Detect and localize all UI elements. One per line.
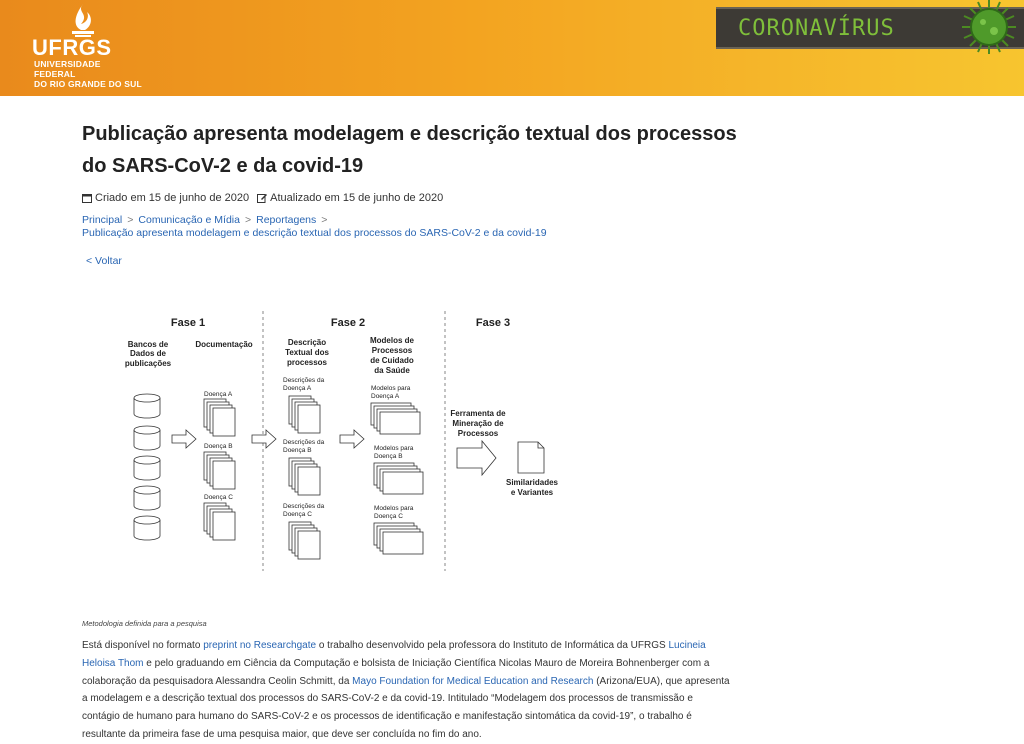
doenca-b-label: Doença B (204, 443, 233, 450)
desc-c-line-1: Descrições da (283, 503, 325, 510)
phase-2-label: Fase 2 (330, 317, 366, 329)
logo-subtitle (34, 59, 142, 89)
methodology-diagram (108, 306, 559, 576)
mayo-link[interactable]: Mayo Foundation for Medical Education and Research (352, 675, 594, 687)
updated-date (257, 192, 443, 204)
chevron-right-icon: > (127, 214, 134, 226)
back-link-wrap (86, 255, 122, 267)
mod-b-line-2: Doença B (374, 453, 403, 460)
back-link[interactable]: < Voltar (86, 255, 122, 267)
bancos-line-2: Dados de (129, 349, 167, 358)
descricao-line-3: processos (286, 358, 328, 367)
page-title: Publicação apresenta modelagem e descrição textual dos processos do SARS-CoV-2 e da covid-19 (82, 123, 737, 177)
logo-sub-line-2: DO RIO GRANDE DO SUL (34, 79, 142, 89)
modelos-line-4: da Saúde (374, 366, 410, 375)
figure-caption: Metodologia definida para a pesquisa (82, 619, 207, 628)
paragraph-text: Está disponível no formato (82, 640, 204, 651)
documentacao-label: Documentação (195, 340, 253, 349)
tool-line-1: Ferramenta de (450, 409, 506, 418)
tool-line-3: Processos (457, 429, 499, 438)
database-icons (134, 394, 160, 540)
mod-c-line-1: Modelos para (374, 505, 414, 512)
desc-c-line-2: Doença C (283, 511, 312, 518)
phase-1-label: Fase 1 (170, 317, 206, 329)
desc-b-line-1: Descrições da (283, 439, 325, 446)
professor-link[interactable]: Lucineia Heloisa Thom (82, 640, 706, 669)
article-paragraph (82, 637, 732, 744)
tool-line-2: Mineração de (452, 419, 504, 428)
created-text: Criado em 15 de junho de 2020 (95, 192, 250, 204)
mod-a-line-2: Doença A (371, 393, 400, 400)
paragraph-text: (Arizona/EUA), que apresenta a modelagem e a descrição textual dos processos do SARS-CoV-2 e da covid-19. Intitulado “Modelagem dos processos de transmissão e contágio de humano para humano do SARS-CoV-2 e os processos de identificação e manifestação sintomática da covid-19”, o trabalho é resultante da primeira fase de uma pesquisa maior, que deve ser concluída no fim do ano. (82, 675, 730, 740)
researchgate-link[interactable]: preprint no Researchgate (203, 640, 317, 651)
doenca-c-label: Doença C (204, 494, 233, 501)
breadcrumb-current[interactable]: Publicação apresenta modelagem e descrição textual dos processos do SARS-CoV-2 e da covid-19 (82, 227, 547, 239)
mod-b-line-1: Modelos para (374, 445, 414, 452)
desc-a-line-2: Doença A (283, 385, 312, 392)
article-meta (82, 192, 451, 204)
updated-text: Atualizado em 15 de junho de 2020 (270, 192, 444, 204)
calendar-icon (82, 193, 92, 203)
coronavirus-label: CORONAVÍRUS (738, 16, 895, 41)
bancos-line-3: publicações (124, 359, 172, 368)
breadcrumb-comunicacao[interactable]: Comunicação e Mídia (138, 214, 240, 226)
logo-sub-line-1: UNIVERSIDADE FEDERAL (34, 59, 101, 79)
modelos-line-2: Processos (371, 346, 413, 355)
doenca-a-label: Doença A (204, 391, 233, 398)
chevron-right-icon: > (244, 214, 252, 226)
virus-icon (958, 0, 1020, 58)
edit-icon (257, 193, 267, 203)
ufrgs-logo[interactable] (32, 2, 142, 89)
flame-icon (66, 2, 100, 38)
desc-a-line-1: Descrições da (283, 377, 325, 384)
breadcrumb-reportagens[interactable]: Reportagens (256, 214, 317, 226)
site-header (0, 0, 1024, 96)
descricao-line-2: Textual dos (285, 348, 329, 357)
desc-b-line-2: Doença B (283, 447, 312, 454)
chevron-right-icon: > (321, 214, 328, 226)
mod-a-line-1: Modelos para (371, 385, 411, 392)
paragraph-text: e pelo graduando em Ciência da Computação e bolsista de Iniciação Científica Nicolas Mauro de Moreira Bohnenberger com a colaboração da pesquisadora Alessandra Ceolin Schmitt, da (82, 657, 710, 687)
breadcrumb (82, 214, 547, 240)
phase-3-label: Fase 3 (475, 317, 511, 329)
created-date (82, 192, 249, 204)
logo-name: UFRGS (32, 35, 112, 60)
paragraph-text: o trabalho desenvolvido pela professora do Instituto de Informática da UFRGS (316, 640, 669, 651)
modelos-line-3: de Cuidado (370, 356, 414, 365)
descricao-line-1: Descrição (287, 338, 327, 347)
breadcrumb-principal[interactable]: Principal (82, 214, 123, 226)
modelos-line-1: Modelos de (369, 336, 415, 345)
result-line-1: Similaridades (505, 478, 559, 487)
result-line-2: e Variantes (510, 488, 554, 497)
bancos-line-1: Bancos de (127, 340, 169, 349)
mod-c-line-2: Doença C (374, 513, 403, 520)
